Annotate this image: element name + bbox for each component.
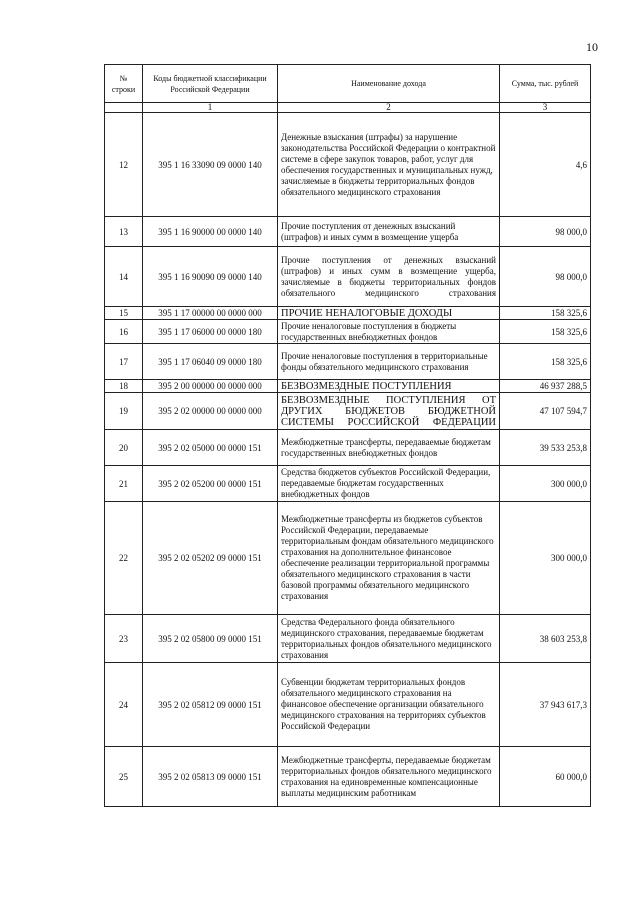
budget-code: 395 2 02 05813 09 0000 151 <box>143 747 278 807</box>
budget-code: 395 1 17 00000 00 0000 000 <box>143 307 278 320</box>
column-number: 3 <box>500 103 591 113</box>
income-sum: 158 325,6 <box>500 307 591 320</box>
table-row <box>105 217 591 247</box>
row-number: 20 <box>105 430 143 466</box>
table-row <box>105 615 591 663</box>
income-name: Прочие неналоговые поступления в территориальные фонды обязательного медицинского страхования <box>278 344 500 380</box>
income-name: Межбюджетные трансферты из бюджетов субъектов Российской Федерации, передаваемые территориальным фондам обязательного медицинского страхования на дополнительное финансовое обеспечение реализации территориальной программы обязательного медицинского страхования в части базовой программы обязательного медицинского страхования <box>278 502 500 615</box>
income-sum: 37 943 617,3 <box>500 663 591 747</box>
income-name: Прочие неналоговые поступления в бюджеты государственных внебюджетных фондов <box>278 320 500 344</box>
row-number: 25 <box>105 747 143 807</box>
row-number: 16 <box>105 320 143 344</box>
row-number: 13 <box>105 217 143 247</box>
budget-code: 395 1 16 33090 09 0000 140 <box>143 113 278 217</box>
row-number: 24 <box>105 663 143 747</box>
income-sum: 98 000,0 <box>500 247 591 307</box>
table-row <box>105 113 591 217</box>
income-name: ПРОЧИЕ НЕНАЛОГОВЫЕ ДОХОДЫ <box>278 307 500 320</box>
income-name: БЕЗВОЗМЕЗДНЫЕ ПОСТУПЛЕНИЯ <box>278 380 500 393</box>
income-name: Прочие поступления от денежных взысканий (штрафов) и иных сумм в возмещение ущерба <box>278 217 500 247</box>
income-sum: 60 000,0 <box>500 747 591 807</box>
column-number-row <box>105 103 591 113</box>
page-number: 10 <box>586 40 598 54</box>
header-row-no: № строки <box>105 65 143 103</box>
table-row <box>105 430 591 466</box>
budget-code: 395 2 02 05202 09 0000 151 <box>143 502 278 615</box>
income-sum: 46 937 288,5 <box>500 380 591 393</box>
column-number: 2 <box>278 103 500 113</box>
table-row <box>105 320 591 344</box>
table-row <box>105 344 591 380</box>
budget-code: 395 2 02 05800 09 0000 151 <box>143 615 278 663</box>
income-sum: 4,6 <box>500 113 591 217</box>
budget-code: 395 1 17 06040 09 0000 180 <box>143 344 278 380</box>
income-sum: 158 325,6 <box>500 344 591 380</box>
table-row <box>105 393 591 430</box>
column-number: 1 <box>143 103 278 113</box>
table-row <box>105 466 591 502</box>
income-sum: 158 325,6 <box>500 320 591 344</box>
budget-code: 395 1 16 90090 09 0000 140 <box>143 247 278 307</box>
row-number: 23 <box>105 615 143 663</box>
budget-code: 395 1 16 90000 00 0000 140 <box>143 217 278 247</box>
budget-code: 395 2 02 05200 00 0000 151 <box>143 466 278 502</box>
income-sum: 300 000,0 <box>500 466 591 502</box>
header-code: Коды бюджетной классификации Российской Федерации <box>143 65 278 103</box>
table-row <box>105 663 591 747</box>
income-sum: 39 533 253,8 <box>500 430 591 466</box>
table-header-row <box>105 65 591 103</box>
header-sum: Сумма, тыс. рублей <box>500 65 591 103</box>
income-name: Денежные взыскания (штрафы) за нарушение законодательства Российской Федерации о контрактной системе в сфере закупок товаров, работ, услуг для обеспечения государственных и муниципальных нужд, зачисляемые в бюджеты территориальных фондов обязательного медицинского страхования <box>278 113 500 217</box>
income-name: Прочие поступления от денежных взысканий (штрафов) и иных сумм в возмещение ущерба, зачисляемые в бюджеты территориальных фондов обязательного медицинского страхования <box>278 247 500 307</box>
row-number: 21 <box>105 466 143 502</box>
income-name: Средства Федерального фонда обязательного медицинского страхования, передаваемые бюджетам территориальных фондов обязательного медицинского страхования <box>278 615 500 663</box>
income-name: БЕЗВОЗМЕЗДНЫЕ ПОСТУПЛЕНИЯ ОТ ДРУГИХ БЮДЖЕТОВ БЮДЖЕТНОЙ СИСТЕМЫ РОССИЙСКОЙ ФЕДЕРАЦИИ <box>278 393 500 430</box>
income-sum: 38 603 253,8 <box>500 615 591 663</box>
row-number: 22 <box>105 502 143 615</box>
row-number: 12 <box>105 113 143 217</box>
table-row <box>105 502 591 615</box>
budget-code: 395 1 17 06000 00 0000 180 <box>143 320 278 344</box>
income-sum: 300 000,0 <box>500 502 591 615</box>
income-name: Межбюджетные трансферты, передаваемые бюджетам территориальных фондов обязательного медицинского страхования на единовременные компенсационные выплаты медицинским работникам <box>278 747 500 807</box>
column-number-empty <box>105 103 143 113</box>
header-name: Наименование дохода <box>278 65 500 103</box>
table-row <box>105 307 591 320</box>
table-row <box>105 380 591 393</box>
income-sum: 98 000,0 <box>500 217 591 247</box>
table-row <box>105 747 591 807</box>
budget-code: 395 2 00 00000 00 0000 000 <box>143 380 278 393</box>
income-name: Средства бюджетов субъектов Российской Федерации, передаваемые бюджетам государственных внебюджетных фондов <box>278 466 500 502</box>
row-number: 17 <box>105 344 143 380</box>
income-table <box>104 64 591 807</box>
income-name: Субвенции бюджетам территориальных фондов обязательного медицинского страхования на финансовое обеспечение организации обязательного медицинского страхования на территориях субъектов Российской Федерации <box>278 663 500 747</box>
budget-code: 395 2 02 05812 09 0000 151 <box>143 663 278 747</box>
table-row <box>105 247 591 307</box>
row-number: 15 <box>105 307 143 320</box>
budget-code: 395 2 02 00000 00 0000 000 <box>143 393 278 430</box>
row-number: 19 <box>105 393 143 430</box>
row-number: 18 <box>105 380 143 393</box>
row-number: 14 <box>105 247 143 307</box>
income-sum: 47 107 594,7 <box>500 393 591 430</box>
income-name: Межбюджетные трансферты, передаваемые бюджетам государственных внебюджетных фондов <box>278 430 500 466</box>
budget-code: 395 2 02 05000 00 0000 151 <box>143 430 278 466</box>
